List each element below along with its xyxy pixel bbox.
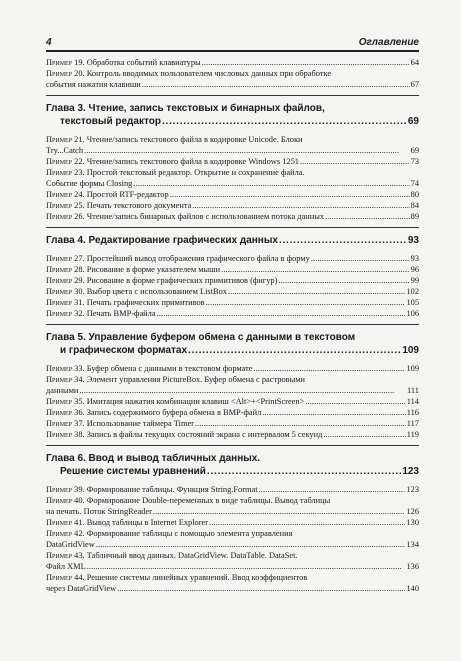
entry-title: Чтение/запись текстового файла в кодировке Windows 1251: [86, 157, 299, 166]
dot-leader: [228, 286, 405, 297]
entry-page: 93: [410, 254, 419, 263]
chapter-title-line: [46, 465, 419, 478]
toc-entry: [46, 396, 419, 407]
chapter-title: Глава 3. Чтение, запись текстовых и бинарных файлов,: [46, 103, 325, 114]
dot-leader: [117, 583, 405, 594]
dot-leader: [195, 418, 406, 429]
chapter-page: 123: [402, 466, 419, 477]
toc-entry: [46, 211, 419, 222]
entry-page: 119: [406, 430, 419, 439]
entry-prefix: Пример 32.: [46, 309, 85, 318]
entry-page: 117: [406, 419, 419, 428]
toc-entry: [46, 264, 419, 275]
entry-page: 69: [410, 146, 419, 155]
chapter-separator: [46, 227, 419, 228]
entry-title: Простейший вывод отображения графического файла в форму: [86, 254, 310, 263]
entry-page: 111: [407, 386, 419, 395]
toc-entry-cont: [46, 385, 419, 396]
entry-prefix: Пример 28.: [46, 265, 85, 274]
chapter-page: 93: [407, 235, 419, 246]
dot-leader: [192, 200, 409, 211]
entry-prefix: Пример 44.: [46, 573, 85, 582]
entry-page: 136: [406, 562, 419, 571]
chapter-title-cont: текстовый редактор: [60, 116, 161, 127]
dot-leader: [96, 539, 406, 550]
toc-entry: [46, 200, 419, 211]
dot-leader: [206, 297, 406, 308]
entry-title-cont: данными: [46, 386, 79, 395]
chapter-page: 69: [407, 116, 419, 127]
entry-title-cont: через DataGridView: [46, 584, 117, 593]
entry-page: 123: [406, 485, 419, 494]
dot-leader: [202, 57, 410, 68]
dot-leader: [323, 429, 405, 440]
chapter-title-line: [46, 452, 419, 465]
entry-prefix: Пример 21.: [46, 135, 85, 144]
entry-page: 140: [406, 584, 419, 593]
dot-leader: [279, 234, 407, 247]
toc-entry: [46, 275, 419, 286]
entry-title: Рисование в форме указателем мыши: [86, 265, 221, 274]
chapter-separator: [46, 324, 419, 325]
dot-leader: [254, 363, 406, 374]
dot-leader: [162, 115, 407, 128]
dot-leader: [209, 517, 405, 528]
dot-leader: [325, 211, 410, 222]
dot-leader: [188, 344, 401, 357]
entry-page: 102: [406, 287, 419, 296]
entry-title: Контроль вводимых пользователем числовых данных при обработке: [86, 69, 332, 78]
entry-prefix: Пример 25.: [46, 201, 85, 210]
entry-prefix: Пример 23.: [46, 168, 85, 177]
entry-title: Чтение/запись текстового файла в кодировке Unicode. Блоки: [86, 135, 303, 144]
entry-title: Простой текстовый редактор. Открытие и сохранение файла.: [86, 168, 305, 177]
entry-page: 84: [410, 201, 419, 210]
toc-entry: [46, 528, 419, 539]
toc-entry: [46, 167, 419, 178]
entry-title: Запись в файлы текущих состояний экрана с интервалом 5 секунд: [86, 430, 323, 439]
toc-entry-cont: [46, 178, 419, 189]
entry-title: Формирование таблицы. Функция String.Format: [86, 485, 258, 494]
entry-prefix: Пример 22.: [46, 157, 85, 166]
entry-page: 116: [406, 408, 419, 417]
dot-leader: [87, 561, 406, 572]
entry-page: 89: [410, 212, 419, 221]
entry-page: 74: [410, 179, 419, 188]
dot-leader: [170, 189, 410, 200]
entry-page: 96: [410, 265, 419, 274]
entry-page: 130: [406, 518, 419, 527]
page-number: 4: [46, 37, 52, 48]
entry-prefix: Пример 41.: [46, 518, 85, 527]
entry-title: Табличный ввод данных. DataGridView. DataTable. DataSet.: [86, 551, 298, 560]
toc-entry: [46, 484, 419, 495]
toc-entry: [46, 156, 419, 167]
chapter-title-line: [46, 234, 419, 247]
chapter-separator: [46, 445, 419, 446]
chapter-title-cont: и графическом форматах: [60, 345, 188, 356]
toc-entry-cont: [46, 583, 419, 594]
dot-leader: [133, 178, 409, 189]
entry-page: 126: [406, 507, 419, 516]
dot-leader: [142, 79, 410, 90]
entry-title: Использование таймера Timer: [86, 419, 194, 428]
entry-page: 80: [410, 190, 419, 199]
entry-title-cont: Try...Catch: [46, 146, 84, 155]
entry-page: 64: [410, 58, 419, 67]
entry-title: Элемент управления PictureBox. Буфер обмена с растровыми: [86, 375, 305, 384]
chapter-title: Глава 6. Ввод и вывод табличных данных.: [46, 453, 261, 464]
dot-leader: [79, 385, 406, 396]
dot-leader: [311, 253, 410, 264]
entry-page: 134: [406, 540, 419, 549]
entry-title-cont: события нажатия клавиши: [46, 80, 141, 89]
running-title: Оглавление: [358, 37, 419, 48]
entry-prefix: Пример 31.: [46, 298, 85, 307]
toc-entry: [46, 517, 419, 528]
entry-prefix: Пример 43.: [46, 551, 85, 560]
toc-entry: [46, 134, 419, 145]
toc-entry: [46, 253, 419, 264]
toc-entry: [46, 572, 419, 583]
chapter-title-line: [46, 331, 419, 344]
toc-entry-cont: [46, 561, 419, 572]
entry-title: Запись содержимого буфера обмена в BMP-файл: [86, 408, 262, 417]
chapter-title: Глава 5. Управление буфером обмена с данными в текстовом: [46, 332, 356, 343]
entry-title: Печать графических примитивов: [86, 298, 205, 307]
dot-leader: [157, 308, 406, 319]
entry-title: Простой RTF-редактор: [86, 190, 169, 199]
dot-leader: [300, 156, 410, 167]
dot-leader: [207, 465, 401, 478]
entry-title-cont: DataGridView: [46, 540, 95, 549]
entry-page: 114: [406, 397, 419, 406]
entry-prefix: Пример 19.: [46, 58, 85, 67]
entry-page: 99: [410, 276, 419, 285]
table-of-contents: [46, 57, 419, 594]
toc-entry: [46, 68, 419, 79]
dot-leader: [262, 407, 405, 418]
chapter-page: 109: [402, 345, 419, 356]
entry-title: Печать текстового документа: [86, 201, 192, 210]
entry-prefix: Пример 24.: [46, 190, 85, 199]
toc-entry: [46, 189, 419, 200]
entry-page: 67: [410, 80, 419, 89]
header-rule: [46, 50, 419, 52]
entry-prefix: Пример 35.: [46, 397, 85, 406]
entry-prefix: Пример 33.: [46, 364, 85, 373]
dot-leader: [305, 396, 405, 407]
chapter-title: Глава 4. Редактирование графических данных: [46, 235, 278, 246]
toc-entry: [46, 286, 419, 297]
entry-title: Вывод таблицы в Internet Explorer: [86, 518, 209, 527]
entry-prefix: Пример 26.: [46, 212, 85, 221]
toc-entry: [46, 495, 419, 506]
chapter-title-cont: Решение системы уравнений: [60, 466, 206, 477]
dot-leader: [278, 275, 409, 286]
entry-title-cont: Событие формы Closing: [46, 179, 133, 188]
entry-title: Формирование Double-переменных в виде таблицы. Вывод таблицы: [86, 496, 331, 505]
chapter-title-line: [46, 102, 419, 115]
entry-title-cont: на печать. Поток StringReader: [46, 507, 152, 516]
entry-title-cont: Файл XML: [46, 562, 86, 571]
entry-page: 73: [410, 157, 419, 166]
toc-entry: [46, 429, 419, 440]
toc-entry: [46, 550, 419, 561]
entry-page: 106: [406, 309, 419, 318]
entry-title: Формирование таблицы с помощью элемента управления: [86, 529, 293, 538]
entry-prefix: Пример 34.: [46, 375, 85, 384]
entry-prefix: Пример 38.: [46, 430, 85, 439]
entry-prefix: Пример 40.: [46, 496, 85, 505]
toc-entry: [46, 297, 419, 308]
toc-entry-cont: [46, 539, 419, 550]
entry-prefix: Пример 42.: [46, 529, 85, 538]
chapter-title-line: [46, 115, 419, 128]
entry-page: 105: [406, 298, 419, 307]
entry-prefix: Пример 20.: [46, 69, 85, 78]
entry-title: Рисование в форме графических примитивов (фигур): [86, 276, 278, 285]
toc-entry-cont: [46, 506, 419, 517]
entry-title: Печать BMP-файла: [86, 309, 156, 318]
entry-prefix: Пример 29.: [46, 276, 85, 285]
dot-leader: [259, 484, 406, 495]
entry-prefix: Пример 37.: [46, 419, 85, 428]
entry-title: Буфер обмена с данными в текстовом формате: [86, 364, 253, 373]
toc-entry: [46, 407, 419, 418]
toc-entry: [46, 374, 419, 385]
toc-entry: [46, 363, 419, 374]
entry-prefix: Пример 30.: [46, 287, 85, 296]
entry-page: 109: [406, 364, 419, 373]
entry-title: Решение системы линейных уравнений. Ввод коэффициентов: [86, 573, 308, 582]
entry-prefix: Пример 27.: [46, 254, 85, 263]
page-header: [46, 37, 419, 49]
entry-title: Выбор цвета с использованием ListBox: [86, 287, 227, 296]
entry-title: Имитация нажатия комбинации клавиш <Alt>+<PrintScreen>: [86, 397, 305, 406]
toc-entry: [46, 418, 419, 429]
chapter-title-line: [46, 344, 419, 357]
entry-title: Чтение/запись бинарных файлов с использованием потока данных: [86, 212, 325, 221]
dot-leader: [153, 506, 406, 517]
toc-entry-cont: [46, 79, 419, 90]
entry-prefix: Пример 39.: [46, 485, 85, 494]
toc-entry-cont: [46, 145, 419, 156]
dot-leader: [84, 145, 410, 156]
toc-entry: [46, 57, 419, 68]
entry-prefix: Пример 36.: [46, 408, 85, 417]
chapter-separator: [46, 95, 419, 96]
toc-entry: [46, 308, 419, 319]
entry-title: Обработка событий клавиатуры: [86, 58, 201, 67]
dot-leader: [221, 264, 410, 275]
